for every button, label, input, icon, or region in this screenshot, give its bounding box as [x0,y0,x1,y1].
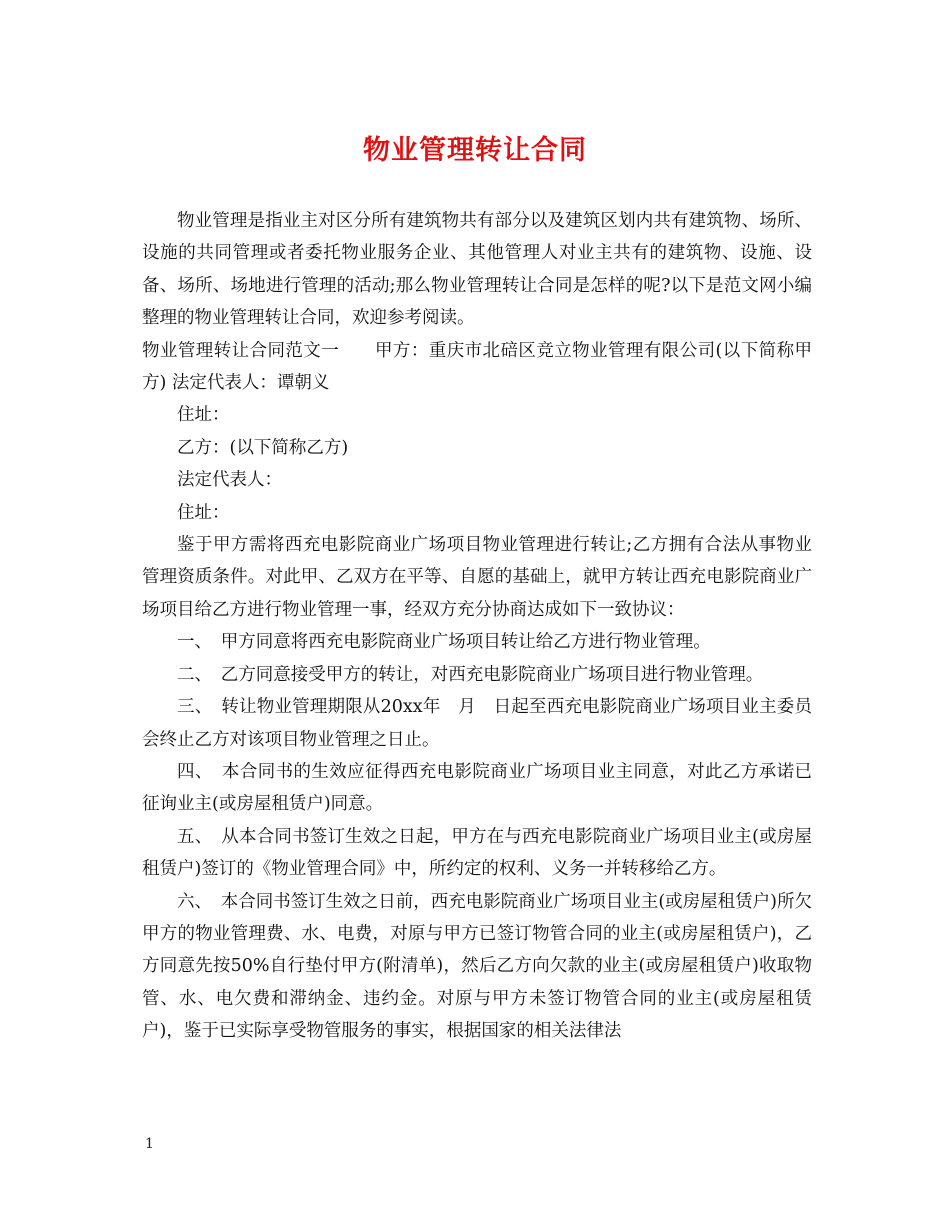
clause-1: 一、 甲方同意将西充电影院商业广场项目转让给乙方进行物业管理。 [177,632,711,653]
sample-heading-party-a: 物业管理转让合同范文一 甲方：重庆市北碚区竞立物业管理有限公司(以下简称甲方) 法定代表人：谭朝义 [142,340,812,394]
clause-2: 二、 乙方同意接受甲方的转让，对西充电影院商业广场项目进行物业管理。 [177,664,764,685]
party-b-representative: 法定代表人： [177,470,282,491]
preamble-paragraph: 鉴于甲方需将西充电影院商业广场项目物业管理进行转让;乙方拥有合法从事物业管理资质条件。对此甲、乙双方在平等、自愿的基础上，就甲方转让西充电影院商业广场项目给乙方进行物业管理一事，经双方充分协商达成如下一致协议： [142,535,812,620]
page-number: 1 [145,1136,154,1152]
document-body [142,205,812,1048]
clause-5: 五、 从本合同书签订生效之日起，甲方在与西充电影院商业广场项目业主(或房屋租赁户)签订的《物业管理合同》中，所约定的权利、义务一并转移给乙方。 [142,826,812,880]
document-title: 物业管理转让合同 [363,135,587,166]
party-b: 乙方：(以下简称乙方) [177,437,349,458]
clause-6: 六、 本合同书签订生效之日前，西充电影院商业广场项目业主(或房屋租赁户)所欠甲方的物业管理费、水、电费，对原与甲方已签订物管合同的业主(或房屋租赁户)，乙方同意先按50%自行垫付甲方(附清单)，然后乙方向欠款的业主(或房屋租赁户)收取物管、水、电欠费和滞纳金、违约金。对原与甲方未签订物管合同的业主(或房屋租赁户)，鉴于已实际享受物管服务的事实，根据国家的相关法律法 [142,891,812,1042]
party-a-address: 住址： [177,405,230,426]
clause-4: 四、 本合同书的生效应征得西充电影院商业广场项目业主同意，对此乙方承诺已征询业主(或房屋租赁户)同意。 [142,761,812,815]
party-b-address: 住址： [177,502,230,523]
intro-paragraph: 物业管理是指业主对区分所有建筑物共有部分以及建筑区划内共有建筑物、场所、设施的共同管理或者委托物业服务企业、其他管理人对业主共有的建筑物、设施、设备、场所、场地进行管理的活动;那么物业管理转让合同是怎样的呢?以下是范文网小编整理的物业管理转让合同，欢迎参考阅读。 [142,211,812,329]
clause-3: 三、 转让物业管理期限从20xx年 月 日起至西充电影院商业广场项目业主委员会终止乙方对该项目物业管理之日止。 [142,697,812,750]
